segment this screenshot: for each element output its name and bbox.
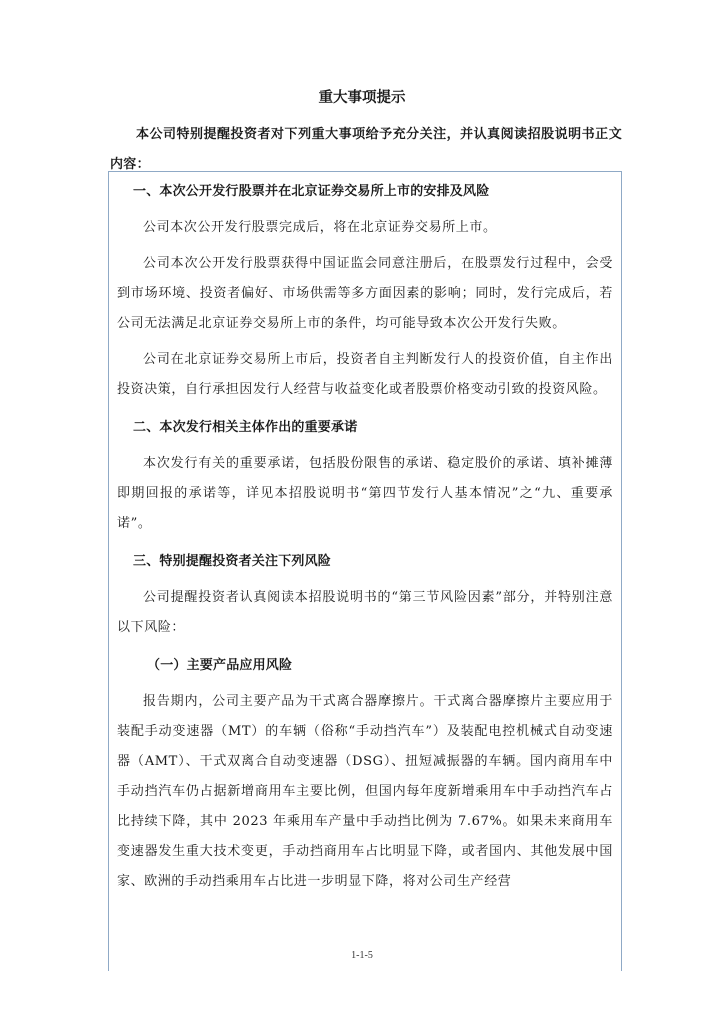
section-3-paragraph-1: 公司提醒投资者认真阅读本招股说明书的“第三节风险因素”部分，并特别注意以下风险： bbox=[117, 590, 613, 635]
section-heading-3: 三、特别提醒投资者关注下列风险 bbox=[133, 554, 332, 569]
section-heading-1: 一、本次公开发行股票并在北京证券交易所上市的安排及风险 bbox=[133, 184, 490, 199]
page-number: 1-1-5 bbox=[351, 950, 373, 961]
section-1-paragraph-3: 公司在北京证券交易所上市后，投资者自主判断发行人的投资价值，自主作出投资决策，自行承担因发行人经营与收益变化或者股票价格变动引致的投资风险。 bbox=[117, 352, 613, 397]
section-2-paragraph-1: 本次发行有关的重要承诺，包括股份限售的承诺、稳定股价的承诺、填补摊薄即期回报的承诺等，详见本招股说明书“第四节发行人基本情况”之“九、重要承诺”。 bbox=[117, 456, 613, 531]
page-title: 重大事项提示 bbox=[318, 90, 406, 106]
intro-paragraph: 本公司特别提醒投资者对下列重大事项给予充分关注，并认真阅读招股说明书正文内容： bbox=[110, 127, 622, 172]
section-1-paragraph-2: 公司本次公开发行股票获得中国证监会同意注册后，在股票发行过程中，会受到市场环境、投资者偏好、市场供需等多方面因素的影响；同时，发行完成后，若公司无法满足北京证券交易所上市的条件，均可能导致本次公开发行失败。 bbox=[117, 256, 613, 331]
subsection-1-paragraph-1: 报告期内，公司主要产品为干式离合器摩擦片。干式离合器摩擦片主要应用于装配手动变速器（MT）的车辆（俗称“手动挡汽车”）及装配电控机械式自动变速器（AMT）、干式双离合自动变速器（DSG）、扭短减振器的车辆。国内商用车中手动挡汽车仍占据新增商用车主要比例，但国内每年度新增乘用车中手动挡汽车占比持续下降，其中 2023 年乘用车产量中手动挡比例为 7.67%。如果未来商用车变速器发生重大技术变更，手动挡商用车占比明显下降，或者国内、其他发展中国家、欧洲的手动挡乘用车占比进一步明显下降，将对公司生产经营 bbox=[117, 694, 613, 889]
section-heading-2: 二、本次发行相关主体作出的重要承诺 bbox=[133, 420, 358, 435]
subsection-heading-1: （一）主要产品应用风险 bbox=[147, 658, 293, 673]
highlight-box bbox=[108, 171, 622, 971]
section-1-paragraph-1: 公司本次公开发行股票完成后，将在北京证券交易所上市。 bbox=[143, 220, 497, 235]
